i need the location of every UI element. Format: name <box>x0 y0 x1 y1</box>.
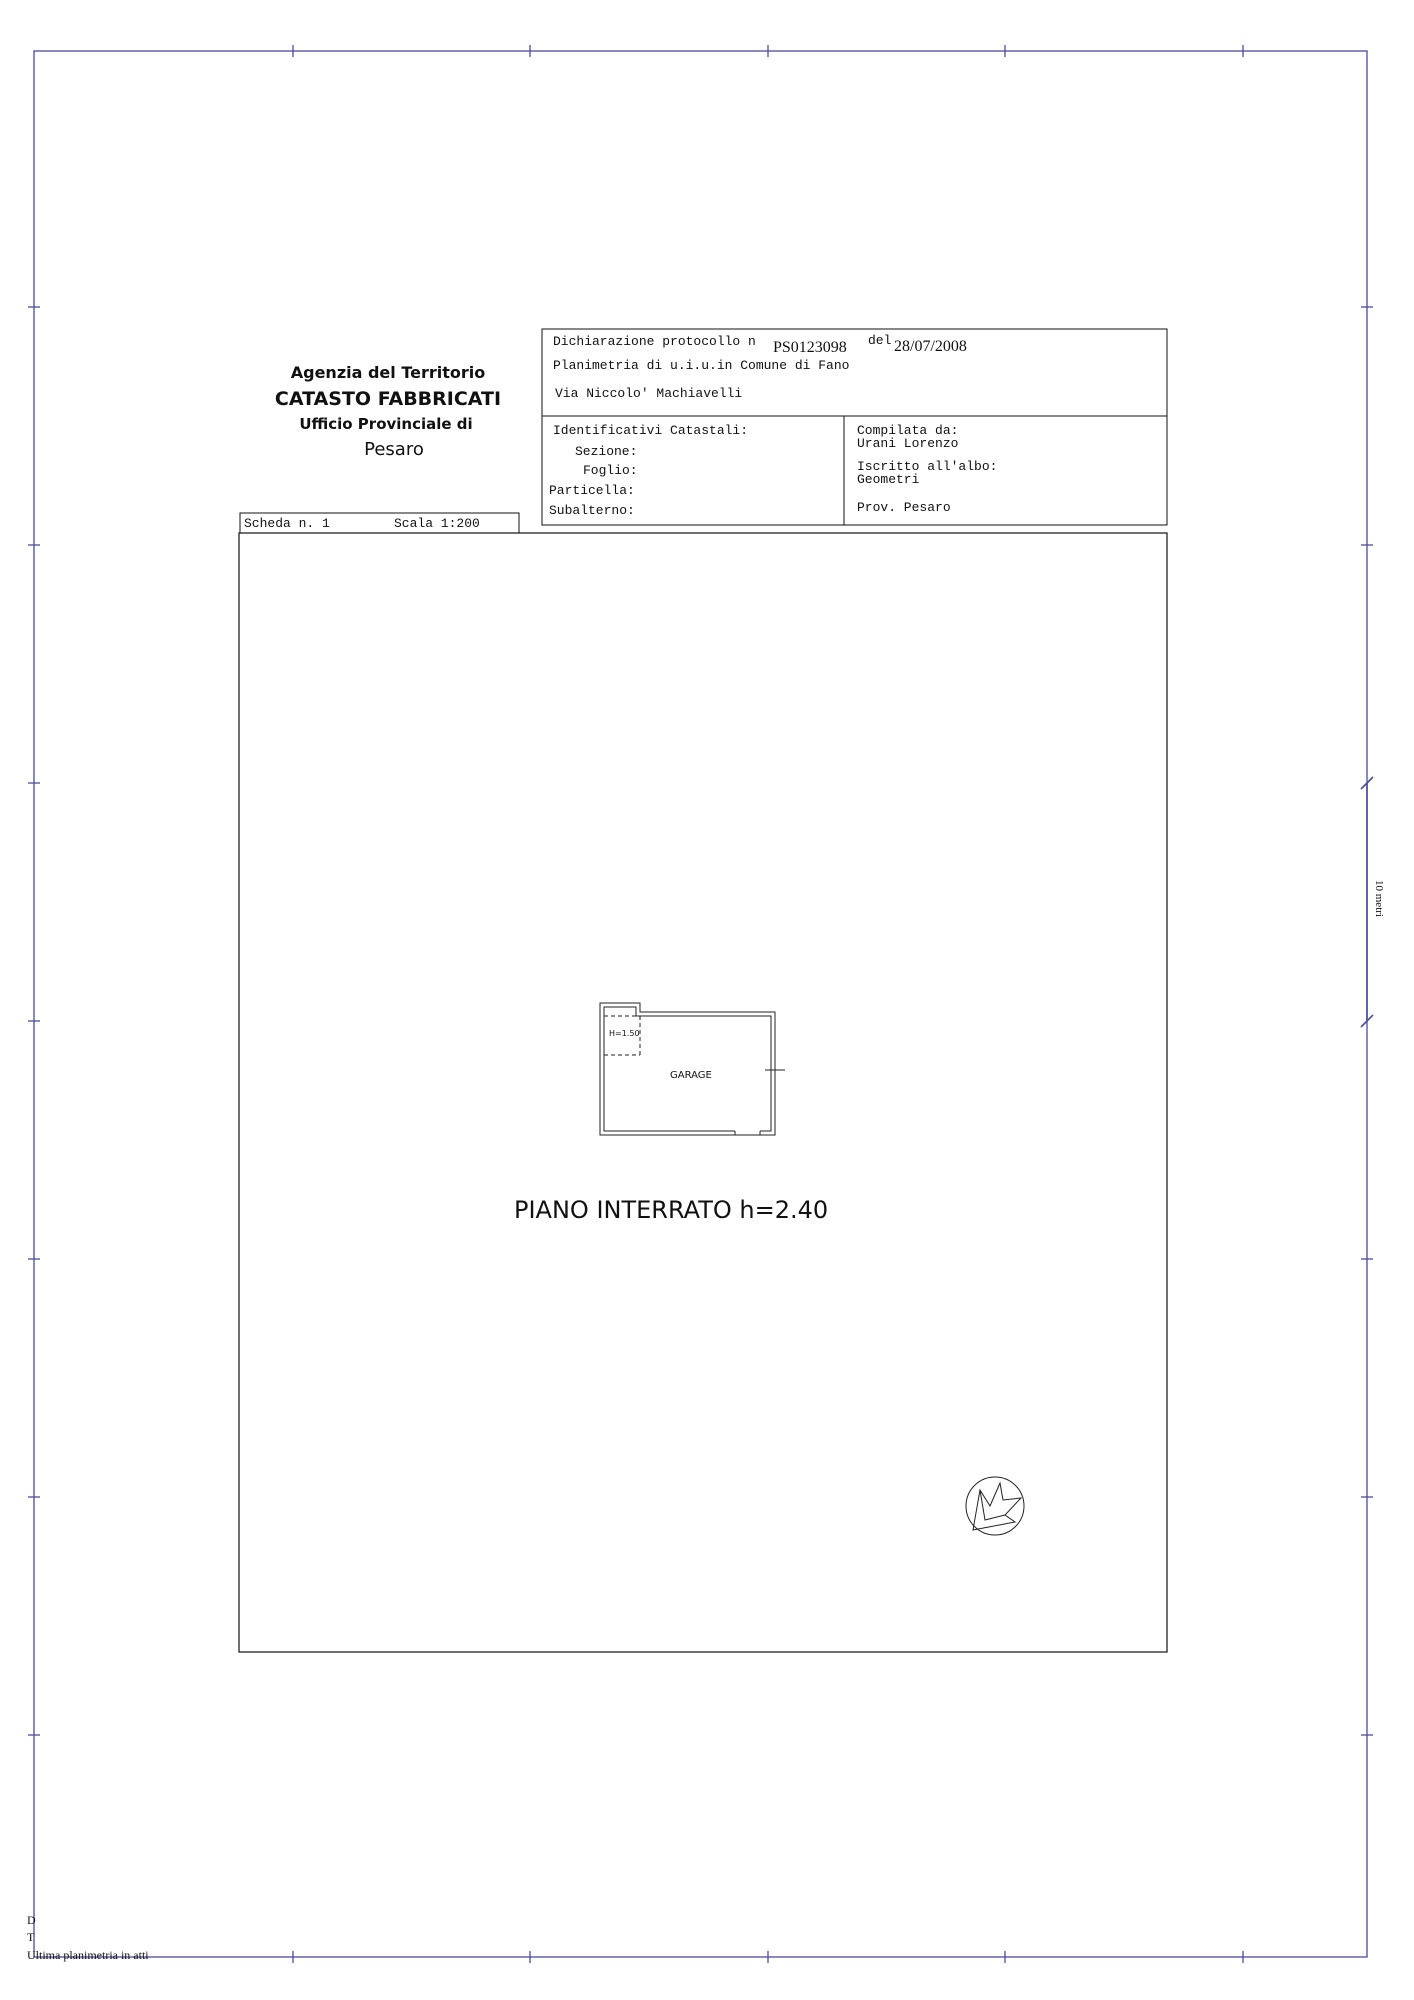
outer-frame <box>28 45 1373 1963</box>
identifiers-heading: Identificativi Catastali: <box>553 423 749 438</box>
sezione-label: Sezione: <box>575 444 638 459</box>
floor-title: PIANO INTERRATO h=2.40 <box>514 1196 829 1224</box>
north-arrow-icon <box>966 1477 1024 1535</box>
particella-label: Particella: <box>549 483 635 498</box>
scale-bar <box>1361 777 1373 1027</box>
office-label: Ufficio Provinciale di <box>299 415 473 433</box>
compiled-by-name: Urani Lorenzo <box>857 436 959 451</box>
address: Via Niccolo' Machiavelli <box>555 386 743 401</box>
footer-line2: T <box>27 1930 35 1944</box>
height-note: H=1.50 <box>609 1029 640 1038</box>
footer-line1: D <box>27 1913 36 1927</box>
catasto-title: CATASTO FABBRICATI <box>274 388 502 410</box>
scale-bar-label: 10 metri <box>1373 880 1385 917</box>
agency-header <box>275 363 501 460</box>
scale-label: Scala 1:200 <box>394 516 480 531</box>
footer-note: Ultima planimetria in atti <box>27 1948 149 1962</box>
subalterno-label: Subalterno: <box>549 503 635 518</box>
room-label-garage: GARAGE <box>670 1070 712 1081</box>
scheda-label: Scheda n. 1 <box>244 516 330 531</box>
province-name: Pesaro <box>364 439 424 460</box>
compiler-province: Prov. Pesaro <box>857 500 951 515</box>
declaration-date: 28/07/2008 <box>894 338 967 355</box>
protocol-label: Dichiarazione protocollo n <box>553 334 756 349</box>
compiled-by-label: Compilata da: <box>857 423 959 438</box>
agency-name: Agenzia del Territorio <box>290 363 486 382</box>
register-value: Geometri <box>857 472 920 487</box>
garage-plan <box>600 1003 785 1135</box>
protocol-number: PS0123098 <box>773 339 847 356</box>
foglio-label: Foglio: <box>583 463 638 478</box>
date-label: del <box>868 333 892 348</box>
register-label: Iscritto all'albo: <box>857 459 998 474</box>
drawing-frame <box>239 533 1167 1652</box>
planimetry-line: Planimetria di u.i.u.in Comune di Fano <box>553 358 850 373</box>
